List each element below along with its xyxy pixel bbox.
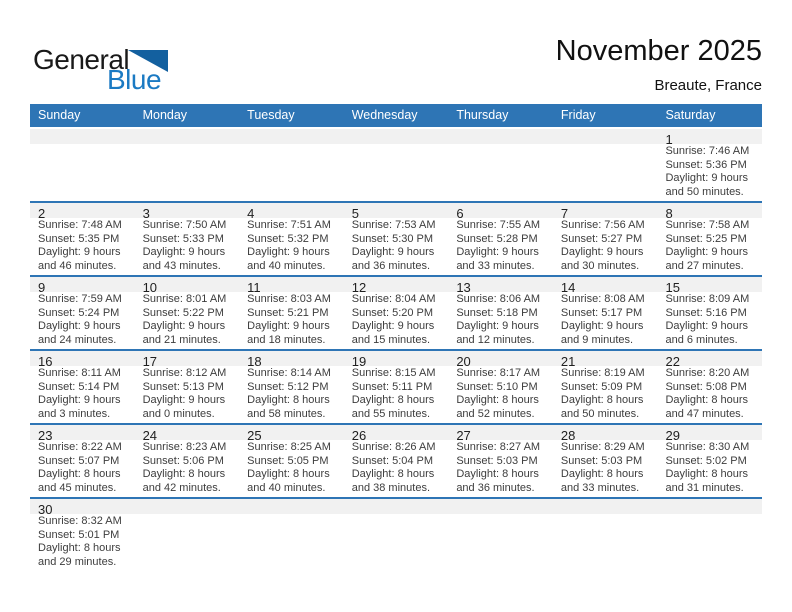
day-detail-line: Sunrise: 7:56 AM [560,219,645,231]
day-detail-line: and 50 minutes. [665,185,744,198]
day-detail-line: Daylight: 9 hours [142,394,226,406]
day-details [553,366,658,423]
day-detail-line: and 42 minutes. [142,481,221,494]
day-detail-line: Sunset: 5:03 PM [560,454,643,467]
empty-day-number [344,499,449,514]
day-detail-line: Sunset: 5:11 PM [351,380,433,393]
day-detail-line: and 18 minutes. [247,333,326,346]
day-detail-line: Sunset: 5:22 PM [142,306,224,319]
week-row [30,277,762,351]
weekday-header-wednesday: Wednesday [351,108,418,122]
empty-day-details [553,144,658,201]
day-number: 3 [142,206,150,221]
day-detail-line: and 29 minutes. [38,555,117,568]
day-details [239,218,344,275]
week-row [30,203,762,277]
day-detail-line: Sunrise: 8:11 AM [38,367,121,379]
day-detail-line: Daylight: 8 hours [247,394,330,406]
logo-text-blue: Blue [107,64,162,95]
day-detail-line: Daylight: 8 hours [38,542,121,554]
day-details [239,292,344,349]
day-details [344,218,449,275]
day-detail-line: and 33 minutes. [456,259,535,272]
day-detail-line: and 45 minutes. [38,481,117,494]
day-detail-line: Sunrise: 8:15 AM [351,367,436,379]
day-details-row [30,440,762,497]
day-number: 2 [38,206,46,221]
day-detail-line: Daylight: 9 hours [38,320,121,332]
week-row [30,499,762,571]
day-detail-line: Sunrise: 7:50 AM [142,219,227,231]
empty-day-number [135,499,240,514]
day-details [239,440,344,497]
day-detail-line: Sunset: 5:13 PM [142,380,224,393]
day-detail-line: Sunrise: 8:06 AM [456,293,541,305]
day-detail-line: Daylight: 8 hours [456,468,539,480]
day-detail-line: Sunset: 5:01 PM [38,528,120,541]
day-details [657,218,762,275]
empty-day-details [135,514,240,571]
week-row [30,129,762,203]
day-detail-line: and 33 minutes. [560,481,640,494]
day-number: 8 [665,206,673,221]
day-number: 10 [142,280,158,295]
general-blue-logo [33,44,168,95]
day-detail-line: and 38 minutes. [351,481,431,494]
day-detail-line: Sunrise: 8:17 AM [456,367,541,379]
day-detail-line: Sunrise: 8:26 AM [351,441,436,453]
empty-day-number [448,499,553,514]
day-number: 12 [351,280,367,295]
day-detail-line: Sunset: 5:27 PM [560,232,643,245]
calendar-table [30,104,762,571]
day-detail-line: and 15 minutes. [351,333,431,346]
empty-day-details [448,514,553,571]
day-detail-line: Sunset: 5:30 PM [351,232,434,245]
empty-day-number [448,129,553,144]
day-detail-line: Daylight: 9 hours [665,246,749,258]
day-detail-line: Sunrise: 7:58 AM [665,219,750,231]
empty-day-number [30,129,135,144]
empty-day-details [657,514,762,571]
day-number: 29 [665,428,680,443]
weekday-header-tuesday: Tuesday [247,108,295,122]
day-detail-line: Daylight: 9 hours [351,246,435,258]
day-number: 28 [560,428,576,443]
week-row [30,351,762,425]
day-detail-line: Sunset: 5:21 PM [247,306,329,319]
day-detail-line: Sunset: 5:10 PM [456,380,538,393]
week-row [30,425,762,499]
day-detail-line: Sunset: 5:24 PM [38,306,120,319]
day-details [30,514,135,571]
day-detail-line: Sunset: 5:32 PM [247,232,329,245]
day-number-band [30,499,762,517]
empty-day-number [553,129,658,144]
day-detail-line: and 52 minutes. [456,407,535,420]
empty-day-number [553,499,658,514]
day-detail-line: Sunrise: 8:01 AM [142,293,227,305]
day-details [448,440,553,497]
day-detail-line: Sunrise: 8:09 AM [665,293,750,305]
empty-day-number [135,129,240,144]
day-detail-line: and 30 minutes. [560,259,640,272]
day-detail-line: Daylight: 9 hours [560,320,644,332]
day-detail-line: Daylight: 9 hours [142,320,226,332]
day-details [553,440,658,497]
day-detail-line: Sunrise: 7:59 AM [38,293,122,305]
empty-day-number [657,499,762,514]
day-detail-line: Daylight: 8 hours [560,394,644,406]
empty-day-details [135,144,240,201]
day-number: 15 [665,280,680,295]
day-details [448,218,553,275]
day-detail-line: Sunrise: 8:20 AM [665,367,750,379]
day-details-row [30,292,762,349]
day-details [344,366,449,423]
day-detail-line: Daylight: 8 hours [38,468,121,480]
day-detail-line: Daylight: 8 hours [142,468,226,480]
day-number: 30 [38,502,53,517]
day-detail-line: and 21 minutes. [142,333,221,346]
day-number: 1 [665,132,673,147]
day-detail-line: Daylight: 9 hours [247,320,330,332]
day-number-band [30,277,762,295]
day-detail-line: Daylight: 8 hours [665,394,749,406]
weekday-header-sunday: Sunday [38,108,81,122]
day-number: 7 [560,206,569,221]
location-subtitle: Breaute, France [654,77,762,94]
day-detail-line: Sunset: 5:07 PM [38,454,120,467]
day-detail-line: and 9 minutes. [560,333,634,346]
day-detail-line: and 36 minutes. [456,481,535,494]
day-detail-line: and 40 minutes. [247,481,326,494]
weekday-header-monday: Monday [142,108,188,122]
empty-day-details [448,144,553,201]
day-details [657,440,762,497]
day-detail-line: Sunset: 5:09 PM [560,380,643,393]
weekday-header-friday: Friday [560,108,596,122]
day-number: 16 [38,354,53,369]
day-details [239,366,344,423]
day-number: 14 [560,280,576,295]
empty-day-number [344,129,449,144]
empty-day-number [239,499,344,514]
day-detail-line: Sunset: 5:33 PM [142,232,224,245]
day-detail-line: and 40 minutes. [247,259,326,272]
day-number: 13 [456,280,471,295]
day-number-band [30,203,762,221]
day-detail-line: and 46 minutes. [38,259,117,272]
day-detail-line: and 27 minutes. [665,259,744,272]
day-detail-line: and 0 minutes. [142,407,215,420]
calendar-body [30,129,762,571]
day-detail-line: Daylight: 9 hours [38,246,121,258]
empty-day-details [344,144,449,201]
day-detail-line: and 3 minutes. [38,407,111,420]
day-number: 22 [665,354,680,369]
day-detail-line: Sunset: 5:25 PM [665,232,747,245]
day-detail-line: Daylight: 9 hours [665,172,749,184]
day-number: 21 [560,354,576,369]
day-details [344,440,449,497]
day-details-row [30,514,762,571]
day-detail-line: Sunset: 5:35 PM [38,232,120,245]
day-details [135,218,240,275]
day-detail-line: Sunrise: 8:29 AM [560,441,645,453]
day-detail-line: Daylight: 9 hours [247,246,330,258]
day-detail-line: Sunset: 5:18 PM [456,306,538,319]
day-number-band [30,425,762,443]
weekday-header-thursday: Thursday [456,108,509,122]
day-detail-line: Daylight: 8 hours [456,394,539,406]
day-number: 5 [351,206,359,221]
day-detail-line: Daylight: 8 hours [247,468,330,480]
day-detail-line: Sunset: 5:04 PM [351,454,434,467]
empty-day-details [553,514,658,571]
empty-day-details [239,144,344,201]
day-details-row [30,144,762,201]
day-detail-line: Daylight: 9 hours [456,246,539,258]
day-detail-line: and 6 minutes. [665,333,738,346]
day-details [657,292,762,349]
weekday-header-saturday: Saturday [665,108,716,122]
day-detail-line: Sunrise: 7:51 AM [247,219,331,231]
day-detail-line: Sunset: 5:16 PM [665,306,747,319]
day-number: 4 [247,206,255,221]
day-number-band [30,351,762,369]
day-details-row [30,218,762,275]
day-number: 24 [142,428,158,443]
day-detail-line: Sunset: 5:05 PM [247,454,329,467]
day-number: 25 [247,428,262,443]
empty-day-details [239,514,344,571]
day-detail-line: Daylight: 9 hours [456,320,539,332]
day-detail-line: and 24 minutes. [38,333,117,346]
day-detail-line: Sunrise: 8:25 AM [247,441,331,453]
day-detail-line: and 58 minutes. [247,407,326,420]
day-detail-line: Daylight: 9 hours [560,246,644,258]
day-detail-line: Daylight: 9 hours [351,320,435,332]
day-details-row [30,366,762,423]
day-detail-line: Sunrise: 8:08 AM [560,293,645,305]
day-detail-line: Sunrise: 8:04 AM [351,293,436,305]
day-details [30,366,135,423]
weekday-header-row [30,104,762,127]
day-detail-line: Sunset: 5:08 PM [665,380,747,393]
day-detail-line: Sunset: 5:02 PM [665,454,747,467]
day-detail-line: Daylight: 8 hours [351,468,435,480]
day-detail-line: Sunset: 5:36 PM [665,158,747,171]
day-details [448,292,553,349]
day-number: 9 [38,280,46,295]
day-detail-line: Sunset: 5:20 PM [351,306,434,319]
day-number: 11 [247,280,261,295]
day-number: 6 [456,206,464,221]
day-detail-line: and 31 minutes. [665,481,744,494]
day-detail-line: Sunset: 5:14 PM [38,380,120,393]
day-detail-line: Sunrise: 8:22 AM [38,441,122,453]
day-detail-line: Daylight: 8 hours [351,394,435,406]
day-details [448,366,553,423]
day-number: 20 [456,354,471,369]
day-details [30,440,135,497]
day-detail-line: and 12 minutes. [456,333,535,346]
day-detail-line: Sunrise: 7:46 AM [665,145,750,157]
day-detail-line: Sunrise: 8:19 AM [560,367,645,379]
day-detail-line: Sunset: 5:06 PM [142,454,224,467]
day-detail-line: Daylight: 8 hours [560,468,644,480]
day-detail-line: and 36 minutes. [351,259,431,272]
day-details [30,292,135,349]
day-detail-line: Sunrise: 8:27 AM [456,441,541,453]
logo-text-general: General [33,44,130,75]
day-details [553,218,658,275]
day-details [657,366,762,423]
day-detail-line: Sunrise: 7:55 AM [456,219,541,231]
day-detail-line: Sunrise: 7:53 AM [351,219,436,231]
day-detail-line: Sunset: 5:17 PM [560,306,643,319]
day-detail-line: and 43 minutes. [142,259,221,272]
day-number: 26 [351,428,367,443]
empty-day-details [344,514,449,571]
day-detail-line: and 47 minutes. [665,407,744,420]
day-details [135,292,240,349]
day-detail-line: Daylight: 9 hours [38,394,121,406]
day-number: 23 [38,428,53,443]
day-detail-line: Sunrise: 8:03 AM [247,293,331,305]
day-detail-line: Sunrise: 7:48 AM [38,219,122,231]
empty-day-number [239,129,344,144]
day-detail-line: and 55 minutes. [351,407,431,420]
month-title: November 2025 [555,35,762,67]
day-details [135,366,240,423]
day-detail-line: Sunrise: 8:14 AM [247,367,331,379]
day-number: 27 [456,428,471,443]
day-detail-line: and 50 minutes. [560,407,640,420]
day-number: 18 [247,354,262,369]
day-detail-line: Sunrise: 8:30 AM [665,441,750,453]
day-details [657,144,762,201]
day-detail-line: Daylight: 9 hours [665,320,749,332]
day-details [553,292,658,349]
day-detail-line: Daylight: 9 hours [142,246,226,258]
day-detail-line: Sunset: 5:12 PM [247,380,329,393]
day-detail-line: Sunrise: 8:12 AM [142,367,227,379]
day-number-band [30,129,762,147]
day-details [344,292,449,349]
day-details [135,440,240,497]
day-detail-line: Sunrise: 8:32 AM [38,515,122,527]
empty-day-details [30,144,135,201]
day-number: 17 [142,354,158,369]
day-number: 19 [351,354,367,369]
day-detail-line: Sunset: 5:03 PM [456,454,538,467]
day-details [30,218,135,275]
day-detail-line: Sunset: 5:28 PM [456,232,538,245]
day-detail-line: Sunrise: 8:23 AM [142,441,227,453]
day-detail-line: Daylight: 8 hours [665,468,749,480]
